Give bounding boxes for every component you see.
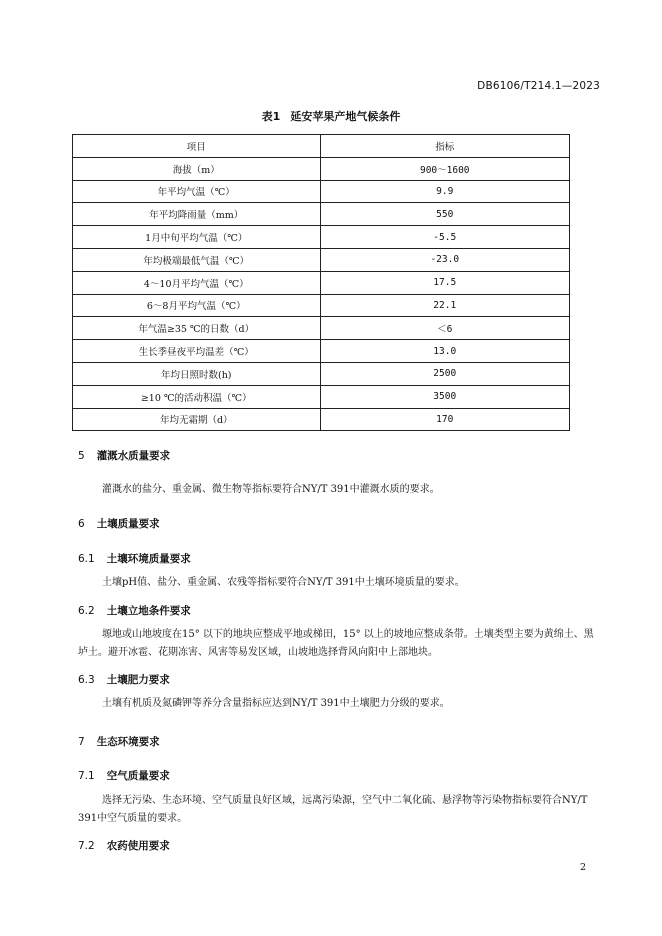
row-value: 3500 [320, 385, 570, 408]
row-item: 6～8月平均气温（℃） [73, 294, 321, 317]
row-item: 4～10月平均气温（℃） [73, 271, 321, 294]
table-row [73, 294, 570, 317]
section-title: 土壤环境质量要求 [106, 553, 191, 565]
row-item: ≥10 ℃的活动积温（℃） [73, 385, 321, 408]
section-title: 生态环境要求 [96, 736, 160, 748]
section-7-1-text: 选择无污染、生态环境、空气质量良好区域，远离污染源，空气中二氧化硫、悬浮物等污染物指标要符合NY/T 391中空气质量的要求。 [78, 795, 588, 824]
table-row [73, 180, 570, 203]
table-number: 表1 [261, 110, 281, 123]
section-5-text: 灌溉水的盐分、重金属、微生物等指标要符合NY/T 391中灌溉水质的要求。 [102, 484, 440, 495]
table-row [73, 226, 570, 249]
climate-table [72, 134, 570, 431]
section-number: 7.2 [78, 840, 95, 852]
row-value: -5.5 [320, 226, 570, 249]
row-value: 17.5 [320, 271, 570, 294]
table-row [73, 408, 570, 431]
section-6-3-heading [78, 672, 170, 687]
section-number: 7 [78, 736, 85, 748]
table-row [73, 157, 570, 180]
row-item: 年气温≥35 ℃的日数（d） [73, 317, 321, 340]
section-6-1-text: 土壤pH值、盐分、重金属、农残等指标要符合NY/T 391中土壤环境质量的要求。 [102, 577, 465, 588]
table-caption [0, 108, 662, 124]
section-6-heading [78, 516, 160, 531]
row-item: 年均无霜期（d） [73, 408, 321, 431]
column-header-item: 项目 [73, 135, 321, 158]
section-6-3-text: 土壤有机质及氮磷钾等养分含量指标应达到NY/T 391中土壤肥力分级的要求。 [102, 698, 450, 709]
row-item: 年均日照时数(h) [73, 362, 321, 385]
section-title: 土壤质量要求 [96, 518, 160, 530]
row-item: 1月中旬平均气温（℃） [73, 226, 321, 249]
section-6-1-heading [78, 551, 191, 566]
section-title: 灌溉水质量要求 [96, 450, 171, 462]
row-value: 2500 [320, 362, 570, 385]
column-header-value: 指标 [320, 135, 570, 158]
table-row [73, 271, 570, 294]
row-item: 海拔（m） [73, 157, 321, 180]
section-6-2-heading [78, 603, 191, 618]
section-number: 5 [78, 450, 85, 462]
section-title: 农药使用要求 [106, 840, 170, 852]
row-value: ＜6 [320, 317, 570, 340]
section-number: 6.2 [78, 605, 95, 617]
section-6-2-text: 塬地或山地坡度在15° 以下的地块应整成平地或梯田，15° 以上的坡地应整成条带。土壤类型主要为黄绵土、黑垆土。避开冰雹、花期冻害、风害等易发区域，山坡地选择背风向阳中上部地块。 [78, 629, 594, 658]
section-7-1-heading [78, 768, 170, 783]
row-value: 170 [320, 408, 570, 431]
section-number: 6.1 [78, 553, 95, 565]
page-number: 2 [579, 862, 586, 873]
table-row [73, 317, 570, 340]
row-value: 9.9 [320, 180, 570, 203]
table-row [73, 385, 570, 408]
row-value: 900～1600 [320, 157, 570, 180]
row-value: -23.0 [320, 248, 570, 271]
section-7-heading [78, 734, 160, 749]
section-5-heading [78, 448, 170, 463]
row-item: 年均极端最低气温（℃） [73, 248, 321, 271]
row-value: 13.0 [320, 340, 570, 363]
row-item: 年平均气温（℃） [73, 180, 321, 203]
table-header-row [73, 135, 570, 158]
row-item: 生长季昼夜平均温差（℃） [73, 340, 321, 363]
section-number: 7.1 [78, 770, 95, 782]
section-title: 空气质量要求 [106, 770, 170, 782]
row-value: 22.1 [320, 294, 570, 317]
row-item: 年平均降雨量（mm） [73, 203, 321, 226]
document-code: DB6106/T214.1—2023 [477, 80, 600, 92]
table-title: 延安苹果产地气候条件 [290, 110, 401, 123]
section-title: 土壤肥力要求 [106, 674, 170, 686]
section-7-2-heading [78, 838, 170, 853]
section-number: 6 [78, 518, 85, 530]
section-number: 6.3 [78, 674, 95, 686]
section-title: 土壤立地条件要求 [106, 605, 191, 617]
table-row [73, 203, 570, 226]
table-row [73, 248, 570, 271]
table-row [73, 340, 570, 363]
row-value: 550 [320, 203, 570, 226]
table-row [73, 362, 570, 385]
